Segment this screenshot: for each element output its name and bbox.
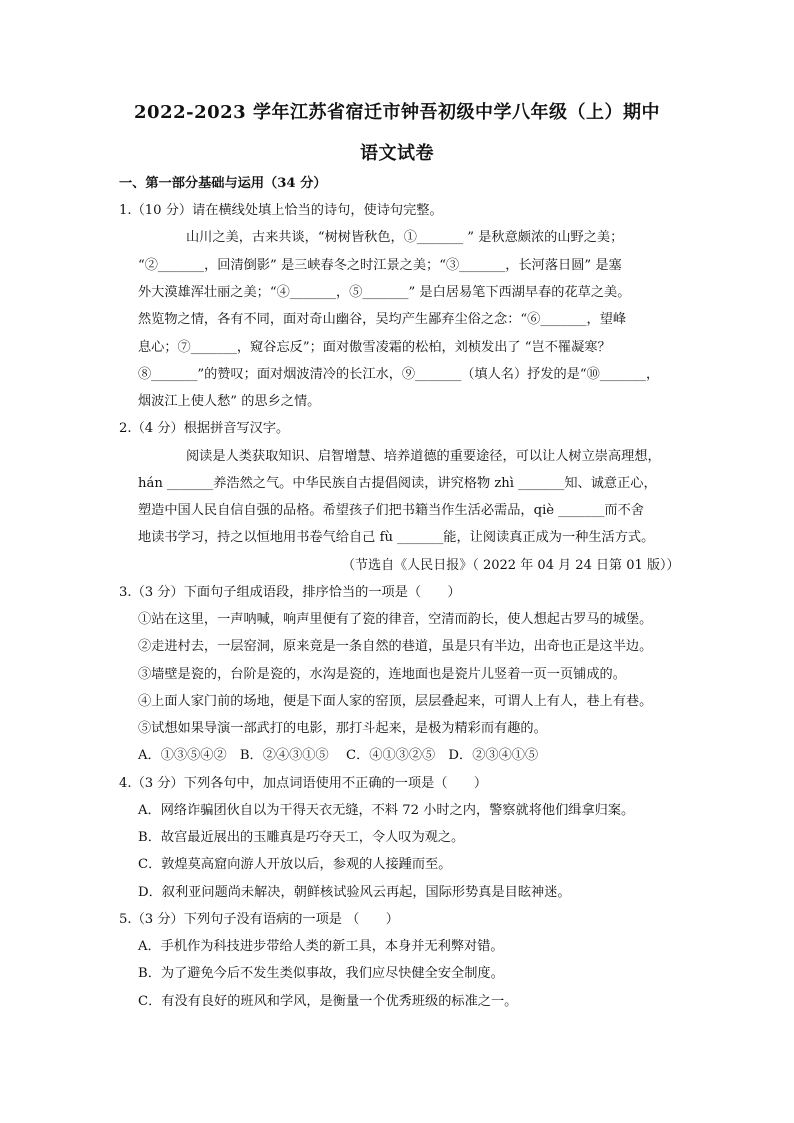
- question-3-sentence: ①站在这里，一声呐喊，响声里便有了瓷的律音，空清而韵长，使人想起古罗马的城堡。: [138, 612, 653, 627]
- question-1-line: ⑧_______”的赞叹；面对烟波清冷的长江水，⑨_______（填人名）抒发的是“⑩_______，: [138, 367, 660, 382]
- question-5-stem: 5.（3 分）下列句子没有语病的一项是 （ ）: [119, 912, 399, 927]
- question-4-option: D．叙利亚问题尚未解决，朝鲜核试验风云再起，国际形势真是目眩神迷。: [138, 885, 571, 900]
- question-3-sentence: ③墙壁是瓷的，台阶是瓷的，水沟是瓷的，连地面也是瓷片儿竖着一页一页铺成的。: [138, 667, 626, 682]
- question-3-sentence: ④上面人家门前的场地，便是下面人家的窑顶，层层叠起来，可谓人上有人，巷上有巷。: [138, 694, 653, 709]
- question-1-stem: 1.（10 分）请在横线处填上恰当的诗句，使诗句完整。: [119, 203, 443, 218]
- exam-title-line1: 2022-2023 学年江苏省宿迁市钟吾初级中学八年级（上）期中: [134, 102, 660, 123]
- question-2-line: 塑造中国人民自信自强的品格。希望孩子们把书籍当作生活必需品，qiè _______而不舍: [138, 503, 644, 518]
- question-3-sentence: ②走进村去，一层窑洞，原来竟是一条自然的巷道，虽是只有半边，出奇也正是这半边。: [138, 639, 653, 654]
- question-3-options: A．①③⑤④② B．②④③①⑤ C．④①③②⑤ D．②③④①⑤: [138, 748, 539, 763]
- question-5-option: C．有没有良好的班风和学风，是衡量一个优秀班级的标准之一。: [138, 994, 518, 1009]
- question-5-option: A．手机作为科技进步带给人类的新工具，本身并无利弊对错。: [138, 939, 504, 954]
- question-2-line: 阅读是人类获取知识、启智增慧、培养道德的重要途径，可以让人树立崇高理想，: [186, 449, 661, 464]
- question-1-line: 烟波江上使人愁” 的思乡之情。: [138, 394, 321, 409]
- question-1-line: “②_______，回清倒影” 是三峡春冬之时江景之美；“③_______，长河落日圆” 是塞: [138, 258, 622, 273]
- question-3-sentence: ⑤试想如果导演一部武打的电影，那打斗起来，是极为精彩而有趣的。: [138, 721, 547, 736]
- question-1-line: 息心；⑦_______，窥谷忘反”；面对傲雪凌霜的松柏，刘桢发出了 “岂不罹凝寒？: [138, 340, 611, 355]
- question-2-line: 地读书学习，持之以恒地用书卷气给自己 fù _______能，让阅读真正成为一种生活方式。: [138, 530, 655, 545]
- question-2-source: （节选自《人民日报》（ 2022 年 04 月 24 日第 01 版））: [342, 558, 680, 573]
- question-1-line: 外大漠雄浑壮丽之美；“④_______，⑤_______” 是白居易笔下西湖早春的花草之美。: [138, 285, 631, 300]
- question-1-line: 山川之美，古来共谈，“树树皆秋色，①_______ ” 是秋意颇浓的山野之美；: [186, 230, 624, 245]
- question-4-stem: 4.（3 分）下列各句中，加点词语使用不正确的一项是（ ）: [119, 776, 488, 791]
- question-1-line: 然览物之情，各有不同，面对奇山幽谷，吴均产生鄙弃尘俗之念：“⑥_______，望峰: [138, 312, 627, 327]
- question-2-stem: 2.（4 分）根据拼音写汉字。: [119, 421, 290, 436]
- question-4-option: A．网络诈骗团伙自以为干得天衣无缝，不料 72 小时之内，警察就将他们缉拿归案。: [138, 803, 635, 818]
- question-3-stem: 3.（3 分）下面句子组成语段，排序恰当的一项是（ ）: [119, 585, 461, 600]
- section-heading: 一、第一部分基础与运用（34 分）: [119, 176, 327, 191]
- question-4-option: B．故宫最近展出的玉雕真是巧夺天工，令人叹为观之。: [138, 830, 465, 845]
- question-4-option: C．敦煌莫高窟向游人开放以后，参观的人接踵而至。: [138, 857, 452, 872]
- question-2-line: hán _______养浩然之气。中华民族自古提倡阅读，讲究格物 zhì _______知、诚意正心，: [138, 476, 657, 491]
- question-5-option: B．为了避免今后不发生类似事故，我们应尽快健全安全制度。: [138, 966, 504, 981]
- exam-title-line2: 语文试卷: [360, 143, 434, 164]
